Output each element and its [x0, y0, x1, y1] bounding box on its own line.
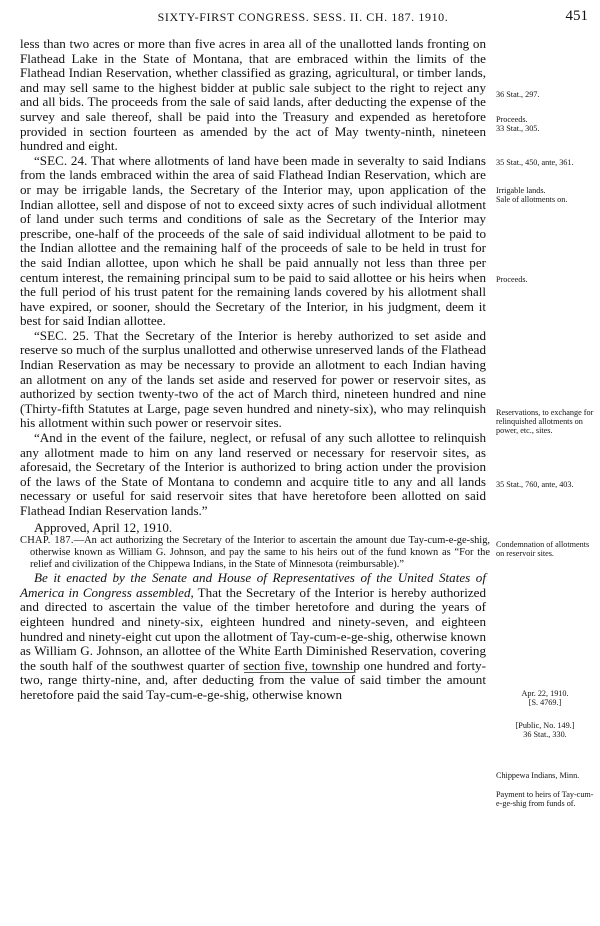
- enacting-text: That the Secretary of the Interior is hereby authorized and directed to ascertain the value of the timber heretofore and during the years of eighteen hundred and ninety-six, eighteen hundred and ninety-seven, and eighteen hundred and ninety-eight cut upon the allotment of Tay-cum-e-ge-shig, otherwise known as William G. Johnson, an allottee of the White Earth Diminished Reservation, covering the south half of the southwest quarter of section five, township one hundred and forty-two, range thirty-nine, and, after deducting from the value of said timber the amount heretofore paid the said Tay-cum-e-ge-shig, otherwise known: [20, 584, 487, 702]
- chapter-number: CHAP. 187.: [20, 535, 74, 547]
- margin-note-proceeds: Proceeds. 33 Stat., 305.: [496, 115, 540, 133]
- paragraph-section-25: “SEC. 25. That the Secretary of the Interior is hereby authorized to set aside and reserve so much of the surplus unallotted and otherwise unreserved lands of the Flathead Indian Reservation as may be necessary to provide an allotment to each Indian having an allotment on any of the lands set aside and reserved for power or reservoir sites, as authorized by section twenty-two of the act of March third, nineteen hundred and nine (Thirty-fifth Statutes at Large, page seven hundred and ninety-six), who may relinquish his allotment within such power or reservoir sites.: [20, 327, 486, 431]
- margin-note-chippewa: Chippewa Indians, Minn.: [496, 771, 580, 780]
- approved-date: Approved, April 12, 1910.: [34, 519, 173, 535]
- enacting-paragraph: [20, 571, 486, 702]
- running-title: SIXTY-FIRST CONGRESS. SESS. II. CH. 187. 1910.: [157, 10, 449, 24]
- margin-note-reservations: Reservations, to exchange for relinquished allotments on power, etc., sites.: [496, 408, 594, 435]
- margin-note-payment-to-heirs: Payment to heirs of Tay-cum-e-ge-shig from funds of.: [496, 790, 594, 808]
- chapter-heading: [20, 535, 490, 571]
- paragraph-section-24: “SEC. 24. That where allotments of land have been made in severalty to said Indians from the lands embraced within the area of said Flathead Indian Reservation, which are or may be irrigable lands, the Secretary of the Interior may, upon application of the Indian allottee, sell and dispose of not to exceed sixty acres of such individual allotment of land under such terms and conditions of sale as the Secretary of the Interior may prescribe, one-half of the proceeds of the sale of said individual allotment to be paid to the Indian allottee and the remaining half of the proceeds of sale to be held in trust for the said Indian allottee, upon which he shall be paid annually not less than three per centum interest, the remaining principal sum to be paid to said allottee or his heirs when the full period of his trust patent for the remaining lands covered by his allotment shall have expired, or sooner, should the Secretary of the Interior, in his judgment, deem it best for said Indian allottee.: [20, 152, 486, 329]
- margin-note-approval-date: Apr. 22, 1910. [S. 4769.]: [521, 689, 569, 707]
- enacting-clause: Be it enacted by the Senate and House of Representatives of the United States of America in Congress assembled,: [20, 570, 486, 600]
- running-header: [14, 8, 592, 28]
- margin-note-public-law: [Public, No. 149.] 36 Stat., 330.: [515, 721, 575, 739]
- page-number: 451: [565, 8, 588, 24]
- section-divider: [244, 672, 354, 673]
- chapter-title: —An act authorizing the Secretary of the Interior to ascertain the amount due Tay-cum-e-ge-shig, otherwise known as William G. Johnson, and pay the same to his heirs out of the fund known as “For the relief and civilization of the Chippewa Indians, in the State of Minnesota (reimbursable).”: [30, 535, 490, 571]
- main-text: [20, 36, 490, 703]
- margin-note-35-stat-450: 35 Stat., 450, ante, 361.: [496, 158, 574, 167]
- margin-note-irrigable-lands: Irrigable lands. Sale of allotments on.: [496, 186, 568, 204]
- margin-note-proceeds-2: Proceeds.: [496, 275, 528, 284]
- paragraph-condemnation: “And in the event of the failure, neglect, or refusal of any such allottee to relinquish any allotment made to him on any land reserved or necessary for reservoir sites, as aforesaid, the Secretary of the Interior is authorized to bring action under the provision of the laws of the State of Montana to condemn and acquire title to any and all lands necessary or useful for said reservoir sites that have heretofore been allotted on said Flathead Indian Reservation lands.”: [20, 430, 486, 518]
- margin-note-36-stat-297: 36 Stat., 297.: [496, 90, 540, 99]
- margin-note-35-stat-760: 35 Stat., 760, ante, 403.: [496, 480, 574, 489]
- paragraph-flathead-lake-lands: less than two acres or more than five acres in area all of the unallotted lands fronting on Flathead Lake in the State of Montana, that are embraced within the limits of the Flathead Indian Reservation, whether classified as grazing, agricultural, or timber lands, and may sell same to the highest bidder at public sale subject to the right to reject any and all bids. The proceeds from the sale of said lands, after deducting the expense of the survey and sale thereof, shall be paid into the Treasury and expended as heretofore provided in section fourteen as amended by the act of May twenty-ninth, nineteen hundred and eight.: [20, 36, 486, 154]
- margin-note-condemnation: Condemnation of allotments on reservoir sites.: [496, 540, 590, 558]
